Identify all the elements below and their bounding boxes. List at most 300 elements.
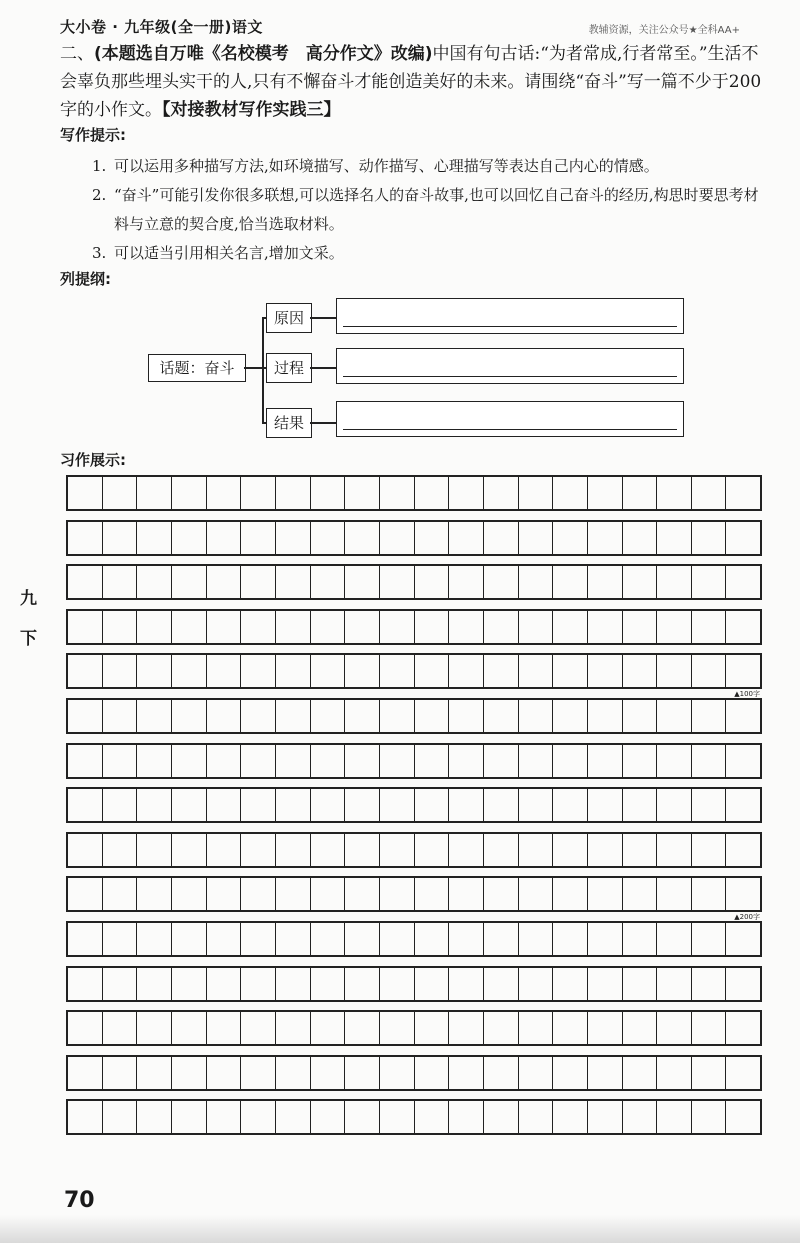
grid-cell[interactable]	[588, 566, 623, 598]
grid-cell[interactable]	[207, 1101, 242, 1133]
grid-cell[interactable]	[380, 700, 415, 732]
grid-cell[interactable]	[553, 789, 588, 821]
grid-cell[interactable]	[553, 878, 588, 910]
grid-cell[interactable]	[207, 700, 242, 732]
grid-row[interactable]	[66, 698, 762, 734]
grid-cell[interactable]	[68, 522, 103, 554]
grid-cell[interactable]	[172, 566, 207, 598]
grid-cell[interactable]	[692, 878, 727, 910]
grid-cell[interactable]	[484, 745, 519, 777]
grid-cell[interactable]	[103, 1012, 138, 1044]
grid-cell[interactable]	[484, 477, 519, 509]
grid-cell[interactable]	[726, 745, 760, 777]
grid-cell[interactable]	[345, 834, 380, 866]
grid-cell[interactable]	[311, 923, 346, 955]
grid-cell[interactable]	[726, 789, 760, 821]
grid-cell[interactable]	[103, 522, 138, 554]
grid-cell[interactable]	[276, 700, 311, 732]
grid-cell[interactable]	[137, 923, 172, 955]
grid-row[interactable]	[66, 609, 762, 645]
grid-cell[interactable]	[172, 968, 207, 1000]
grid-cell[interactable]	[241, 522, 276, 554]
grid-cell[interactable]	[553, 834, 588, 866]
grid-cell[interactable]	[172, 611, 207, 643]
grid-cell[interactable]	[172, 477, 207, 509]
grid-cell[interactable]	[68, 789, 103, 821]
outline-answer-result[interactable]	[336, 401, 684, 437]
grid-cell[interactable]	[311, 789, 346, 821]
grid-cell[interactable]	[68, 834, 103, 866]
grid-row[interactable]	[66, 966, 762, 1002]
grid-cell[interactable]	[380, 923, 415, 955]
grid-cell[interactable]	[172, 1012, 207, 1044]
grid-cell[interactable]	[311, 522, 346, 554]
grid-cell[interactable]	[207, 745, 242, 777]
grid-cell[interactable]	[553, 655, 588, 687]
grid-cell[interactable]	[623, 522, 658, 554]
grid-cell[interactable]	[311, 1057, 346, 1089]
grid-cell[interactable]	[623, 1057, 658, 1089]
grid-cell[interactable]	[657, 923, 692, 955]
grid-cell[interactable]	[68, 477, 103, 509]
grid-cell[interactable]	[68, 878, 103, 910]
grid-cell[interactable]	[692, 611, 727, 643]
grid-cell[interactable]	[137, 477, 172, 509]
grid-cell[interactable]	[449, 923, 484, 955]
grid-cell[interactable]	[657, 789, 692, 821]
grid-cell[interactable]	[172, 923, 207, 955]
grid-cell[interactable]	[137, 566, 172, 598]
grid-cell[interactable]	[137, 1101, 172, 1133]
grid-cell[interactable]	[311, 477, 346, 509]
grid-cell[interactable]	[207, 1057, 242, 1089]
grid-cell[interactable]	[345, 745, 380, 777]
grid-cell[interactable]	[657, 834, 692, 866]
grid-cell[interactable]	[449, 1057, 484, 1089]
grid-cell[interactable]	[553, 968, 588, 1000]
grid-cell[interactable]	[311, 878, 346, 910]
grid-cell[interactable]	[449, 1012, 484, 1044]
grid-cell[interactable]	[103, 745, 138, 777]
grid-cell[interactable]	[449, 745, 484, 777]
grid-cell[interactable]	[137, 1057, 172, 1089]
grid-cell[interactable]	[588, 745, 623, 777]
grid-row[interactable]	[66, 743, 762, 779]
grid-cell[interactable]	[345, 968, 380, 1000]
grid-cell[interactable]	[68, 745, 103, 777]
grid-cell[interactable]	[241, 655, 276, 687]
grid-cell[interactable]	[68, 923, 103, 955]
grid-cell[interactable]	[415, 745, 450, 777]
grid-cell[interactable]	[137, 968, 172, 1000]
grid-cell[interactable]	[657, 968, 692, 1000]
grid-cell[interactable]	[311, 745, 346, 777]
grid-cell[interactable]	[519, 878, 554, 910]
grid-cell[interactable]	[276, 522, 311, 554]
grid-cell[interactable]	[623, 745, 658, 777]
grid-cell[interactable]	[276, 789, 311, 821]
grid-cell[interactable]	[692, 745, 727, 777]
grid-cell[interactable]	[726, 834, 760, 866]
grid-cell[interactable]	[137, 522, 172, 554]
grid-cell[interactable]	[657, 655, 692, 687]
grid-cell[interactable]	[345, 655, 380, 687]
grid-cell[interactable]	[449, 789, 484, 821]
grid-cell[interactable]	[692, 834, 727, 866]
grid-cell[interactable]	[449, 968, 484, 1000]
grid-cell[interactable]	[657, 611, 692, 643]
grid-cell[interactable]	[68, 655, 103, 687]
grid-cell[interactable]	[623, 1101, 658, 1133]
grid-cell[interactable]	[692, 477, 727, 509]
grid-cell[interactable]	[103, 923, 138, 955]
grid-cell[interactable]	[172, 878, 207, 910]
grid-cell[interactable]	[415, 968, 450, 1000]
grid-cell[interactable]	[68, 1012, 103, 1044]
grid-cell[interactable]	[103, 566, 138, 598]
grid-cell[interactable]	[484, 700, 519, 732]
grid-cell[interactable]	[207, 834, 242, 866]
grid-cell[interactable]	[172, 834, 207, 866]
grid-cell[interactable]	[519, 1012, 554, 1044]
grid-cell[interactable]	[415, 700, 450, 732]
grid-cell[interactable]	[588, 611, 623, 643]
grid-cell[interactable]	[726, 968, 760, 1000]
grid-cell[interactable]	[311, 566, 346, 598]
grid-cell[interactable]	[657, 878, 692, 910]
grid-cell[interactable]	[68, 566, 103, 598]
grid-cell[interactable]	[449, 477, 484, 509]
grid-cell[interactable]	[380, 1057, 415, 1089]
grid-cell[interactable]	[172, 655, 207, 687]
grid-cell[interactable]	[484, 789, 519, 821]
grid-cell[interactable]	[276, 834, 311, 866]
grid-row[interactable]	[66, 520, 762, 556]
grid-cell[interactable]	[415, 522, 450, 554]
grid-cell[interactable]	[137, 700, 172, 732]
grid-cell[interactable]	[588, 968, 623, 1000]
grid-cell[interactable]	[553, 477, 588, 509]
grid-cell[interactable]	[68, 968, 103, 1000]
grid-cell[interactable]	[241, 1012, 276, 1044]
grid-cell[interactable]	[276, 611, 311, 643]
grid-cell[interactable]	[519, 789, 554, 821]
grid-cell[interactable]	[588, 700, 623, 732]
grid-cell[interactable]	[172, 745, 207, 777]
outline-answer-reason[interactable]	[336, 298, 684, 334]
grid-cell[interactable]	[657, 1101, 692, 1133]
grid-cell[interactable]	[692, 1101, 727, 1133]
grid-row[interactable]	[66, 1010, 762, 1046]
grid-cell[interactable]	[276, 923, 311, 955]
grid-cell[interactable]	[103, 700, 138, 732]
grid-cell[interactable]	[553, 745, 588, 777]
grid-cell[interactable]	[415, 878, 450, 910]
grid-cell[interactable]	[553, 1101, 588, 1133]
grid-cell[interactable]	[484, 1057, 519, 1089]
grid-cell[interactable]	[172, 1057, 207, 1089]
grid-cell[interactable]	[137, 834, 172, 866]
grid-cell[interactable]	[241, 566, 276, 598]
grid-cell[interactable]	[415, 789, 450, 821]
grid-row[interactable]	[66, 564, 762, 600]
grid-cell[interactable]	[692, 968, 727, 1000]
grid-cell[interactable]	[484, 522, 519, 554]
grid-cell[interactable]	[311, 1101, 346, 1133]
grid-row[interactable]	[66, 653, 762, 689]
grid-cell[interactable]	[380, 878, 415, 910]
grid-cell[interactable]	[68, 1057, 103, 1089]
grid-cell[interactable]	[241, 611, 276, 643]
grid-cell[interactable]	[380, 968, 415, 1000]
grid-row[interactable]	[66, 1055, 762, 1091]
grid-cell[interactable]	[484, 566, 519, 598]
grid-cell[interactable]	[207, 611, 242, 643]
grid-cell[interactable]	[345, 611, 380, 643]
grid-cell[interactable]	[484, 834, 519, 866]
grid-cell[interactable]	[172, 1101, 207, 1133]
grid-cell[interactable]	[103, 878, 138, 910]
grid-row[interactable]	[66, 921, 762, 957]
grid-cell[interactable]	[415, 611, 450, 643]
grid-cell[interactable]	[276, 1057, 311, 1089]
grid-cell[interactable]	[345, 566, 380, 598]
grid-cell[interactable]	[449, 566, 484, 598]
grid-cell[interactable]	[241, 700, 276, 732]
grid-cell[interactable]	[380, 789, 415, 821]
grid-cell[interactable]	[380, 745, 415, 777]
grid-cell[interactable]	[588, 789, 623, 821]
grid-cell[interactable]	[726, 477, 760, 509]
grid-cell[interactable]	[380, 522, 415, 554]
grid-cell[interactable]	[588, 1057, 623, 1089]
grid-cell[interactable]	[519, 834, 554, 866]
grid-cell[interactable]	[519, 968, 554, 1000]
grid-cell[interactable]	[588, 834, 623, 866]
grid-cell[interactable]	[726, 923, 760, 955]
grid-cell[interactable]	[726, 1101, 760, 1133]
grid-cell[interactable]	[519, 923, 554, 955]
grid-cell[interactable]	[519, 522, 554, 554]
grid-cell[interactable]	[103, 611, 138, 643]
grid-cell[interactable]	[276, 566, 311, 598]
grid-cell[interactable]	[415, 477, 450, 509]
grid-cell[interactable]	[726, 700, 760, 732]
grid-cell[interactable]	[207, 566, 242, 598]
grid-cell[interactable]	[692, 700, 727, 732]
grid-cell[interactable]	[657, 745, 692, 777]
grid-cell[interactable]	[553, 700, 588, 732]
grid-cell[interactable]	[207, 789, 242, 821]
grid-cell[interactable]	[241, 745, 276, 777]
grid-cell[interactable]	[588, 522, 623, 554]
grid-cell[interactable]	[484, 611, 519, 643]
grid-cell[interactable]	[415, 834, 450, 866]
grid-cell[interactable]	[484, 1101, 519, 1133]
grid-cell[interactable]	[345, 789, 380, 821]
grid-cell[interactable]	[241, 1101, 276, 1133]
grid-cell[interactable]	[519, 1057, 554, 1089]
grid-cell[interactable]	[623, 1012, 658, 1044]
grid-cell[interactable]	[415, 655, 450, 687]
grid-cell[interactable]	[276, 745, 311, 777]
grid-cell[interactable]	[103, 1057, 138, 1089]
grid-cell[interactable]	[657, 477, 692, 509]
grid-cell[interactable]	[657, 1057, 692, 1089]
grid-cell[interactable]	[311, 700, 346, 732]
grid-cell[interactable]	[415, 1101, 450, 1133]
grid-cell[interactable]	[172, 700, 207, 732]
grid-cell[interactable]	[726, 878, 760, 910]
grid-cell[interactable]	[623, 968, 658, 1000]
grid-cell[interactable]	[692, 1057, 727, 1089]
grid-cell[interactable]	[207, 477, 242, 509]
grid-cell[interactable]	[415, 1057, 450, 1089]
grid-cell[interactable]	[553, 611, 588, 643]
grid-cell[interactable]	[103, 834, 138, 866]
grid-cell[interactable]	[519, 566, 554, 598]
grid-cell[interactable]	[588, 1101, 623, 1133]
grid-cell[interactable]	[345, 878, 380, 910]
grid-cell[interactable]	[588, 655, 623, 687]
grid-cell[interactable]	[623, 611, 658, 643]
grid-row[interactable]	[66, 787, 762, 823]
grid-cell[interactable]	[172, 789, 207, 821]
grid-cell[interactable]	[137, 1012, 172, 1044]
grid-cell[interactable]	[241, 789, 276, 821]
grid-cell[interactable]	[449, 522, 484, 554]
grid-cell[interactable]	[449, 878, 484, 910]
grid-cell[interactable]	[380, 477, 415, 509]
grid-cell[interactable]	[207, 522, 242, 554]
grid-cell[interactable]	[623, 789, 658, 821]
grid-cell[interactable]	[311, 655, 346, 687]
grid-cell[interactable]	[241, 477, 276, 509]
grid-cell[interactable]	[623, 566, 658, 598]
grid-row[interactable]	[66, 832, 762, 868]
grid-row[interactable]	[66, 876, 762, 912]
grid-cell[interactable]	[623, 834, 658, 866]
grid-cell[interactable]	[519, 1101, 554, 1133]
grid-cell[interactable]	[172, 522, 207, 554]
grid-cell[interactable]	[657, 1012, 692, 1044]
grid-cell[interactable]	[692, 923, 727, 955]
grid-cell[interactable]	[692, 522, 727, 554]
grid-cell[interactable]	[692, 566, 727, 598]
grid-cell[interactable]	[276, 477, 311, 509]
grid-cell[interactable]	[519, 477, 554, 509]
grid-cell[interactable]	[207, 878, 242, 910]
grid-cell[interactable]	[415, 923, 450, 955]
grid-cell[interactable]	[484, 878, 519, 910]
grid-cell[interactable]	[553, 1057, 588, 1089]
grid-cell[interactable]	[380, 1012, 415, 1044]
grid-cell[interactable]	[345, 477, 380, 509]
grid-cell[interactable]	[380, 1101, 415, 1133]
grid-cell[interactable]	[345, 522, 380, 554]
grid-cell[interactable]	[623, 655, 658, 687]
grid-cell[interactable]	[553, 1012, 588, 1044]
grid-cell[interactable]	[623, 700, 658, 732]
grid-cell[interactable]	[588, 1012, 623, 1044]
grid-cell[interactable]	[692, 655, 727, 687]
grid-cell[interactable]	[311, 834, 346, 866]
grid-cell[interactable]	[241, 923, 276, 955]
grid-cell[interactable]	[103, 968, 138, 1000]
grid-cell[interactable]	[137, 655, 172, 687]
grid-cell[interactable]	[207, 1012, 242, 1044]
grid-cell[interactable]	[276, 1101, 311, 1133]
grid-cell[interactable]	[345, 923, 380, 955]
grid-cell[interactable]	[449, 700, 484, 732]
grid-cell[interactable]	[623, 878, 658, 910]
grid-cell[interactable]	[726, 655, 760, 687]
grid-cell[interactable]	[345, 700, 380, 732]
grid-cell[interactable]	[103, 1101, 138, 1133]
grid-cell[interactable]	[311, 611, 346, 643]
grid-cell[interactable]	[484, 923, 519, 955]
grid-cell[interactable]	[726, 1057, 760, 1089]
grid-cell[interactable]	[241, 1057, 276, 1089]
grid-cell[interactable]	[484, 655, 519, 687]
grid-cell[interactable]	[103, 477, 138, 509]
grid-cell[interactable]	[449, 611, 484, 643]
grid-cell[interactable]	[137, 611, 172, 643]
grid-cell[interactable]	[380, 834, 415, 866]
grid-cell[interactable]	[380, 655, 415, 687]
grid-cell[interactable]	[484, 968, 519, 1000]
grid-cell[interactable]	[103, 655, 138, 687]
grid-cell[interactable]	[311, 1012, 346, 1044]
grid-cell[interactable]	[207, 968, 242, 1000]
grid-cell[interactable]	[68, 700, 103, 732]
grid-cell[interactable]	[726, 522, 760, 554]
grid-cell[interactable]	[276, 878, 311, 910]
grid-cell[interactable]	[657, 566, 692, 598]
grid-cell[interactable]	[276, 655, 311, 687]
grid-cell[interactable]	[657, 700, 692, 732]
grid-cell[interactable]	[588, 878, 623, 910]
grid-cell[interactable]	[519, 745, 554, 777]
grid-cell[interactable]	[449, 1101, 484, 1133]
grid-cell[interactable]	[726, 566, 760, 598]
grid-cell[interactable]	[68, 1101, 103, 1133]
grid-cell[interactable]	[519, 611, 554, 643]
grid-cell[interactable]	[276, 1012, 311, 1044]
grid-cell[interactable]	[657, 522, 692, 554]
grid-row[interactable]	[66, 475, 762, 511]
grid-cell[interactable]	[137, 878, 172, 910]
grid-cell[interactable]	[519, 700, 554, 732]
grid-cell[interactable]	[415, 566, 450, 598]
grid-cell[interactable]	[345, 1101, 380, 1133]
grid-cell[interactable]	[623, 923, 658, 955]
grid-cell[interactable]	[415, 1012, 450, 1044]
grid-cell[interactable]	[345, 1012, 380, 1044]
grid-row[interactable]	[66, 1099, 762, 1135]
grid-cell[interactable]	[68, 611, 103, 643]
grid-cell[interactable]	[276, 968, 311, 1000]
grid-cell[interactable]	[137, 745, 172, 777]
grid-cell[interactable]	[380, 611, 415, 643]
grid-cell[interactable]	[207, 655, 242, 687]
grid-cell[interactable]	[241, 878, 276, 910]
grid-cell[interactable]	[519, 655, 554, 687]
grid-cell[interactable]	[241, 834, 276, 866]
grid-cell[interactable]	[137, 789, 172, 821]
grid-cell[interactable]	[449, 834, 484, 866]
grid-cell[interactable]	[207, 923, 242, 955]
